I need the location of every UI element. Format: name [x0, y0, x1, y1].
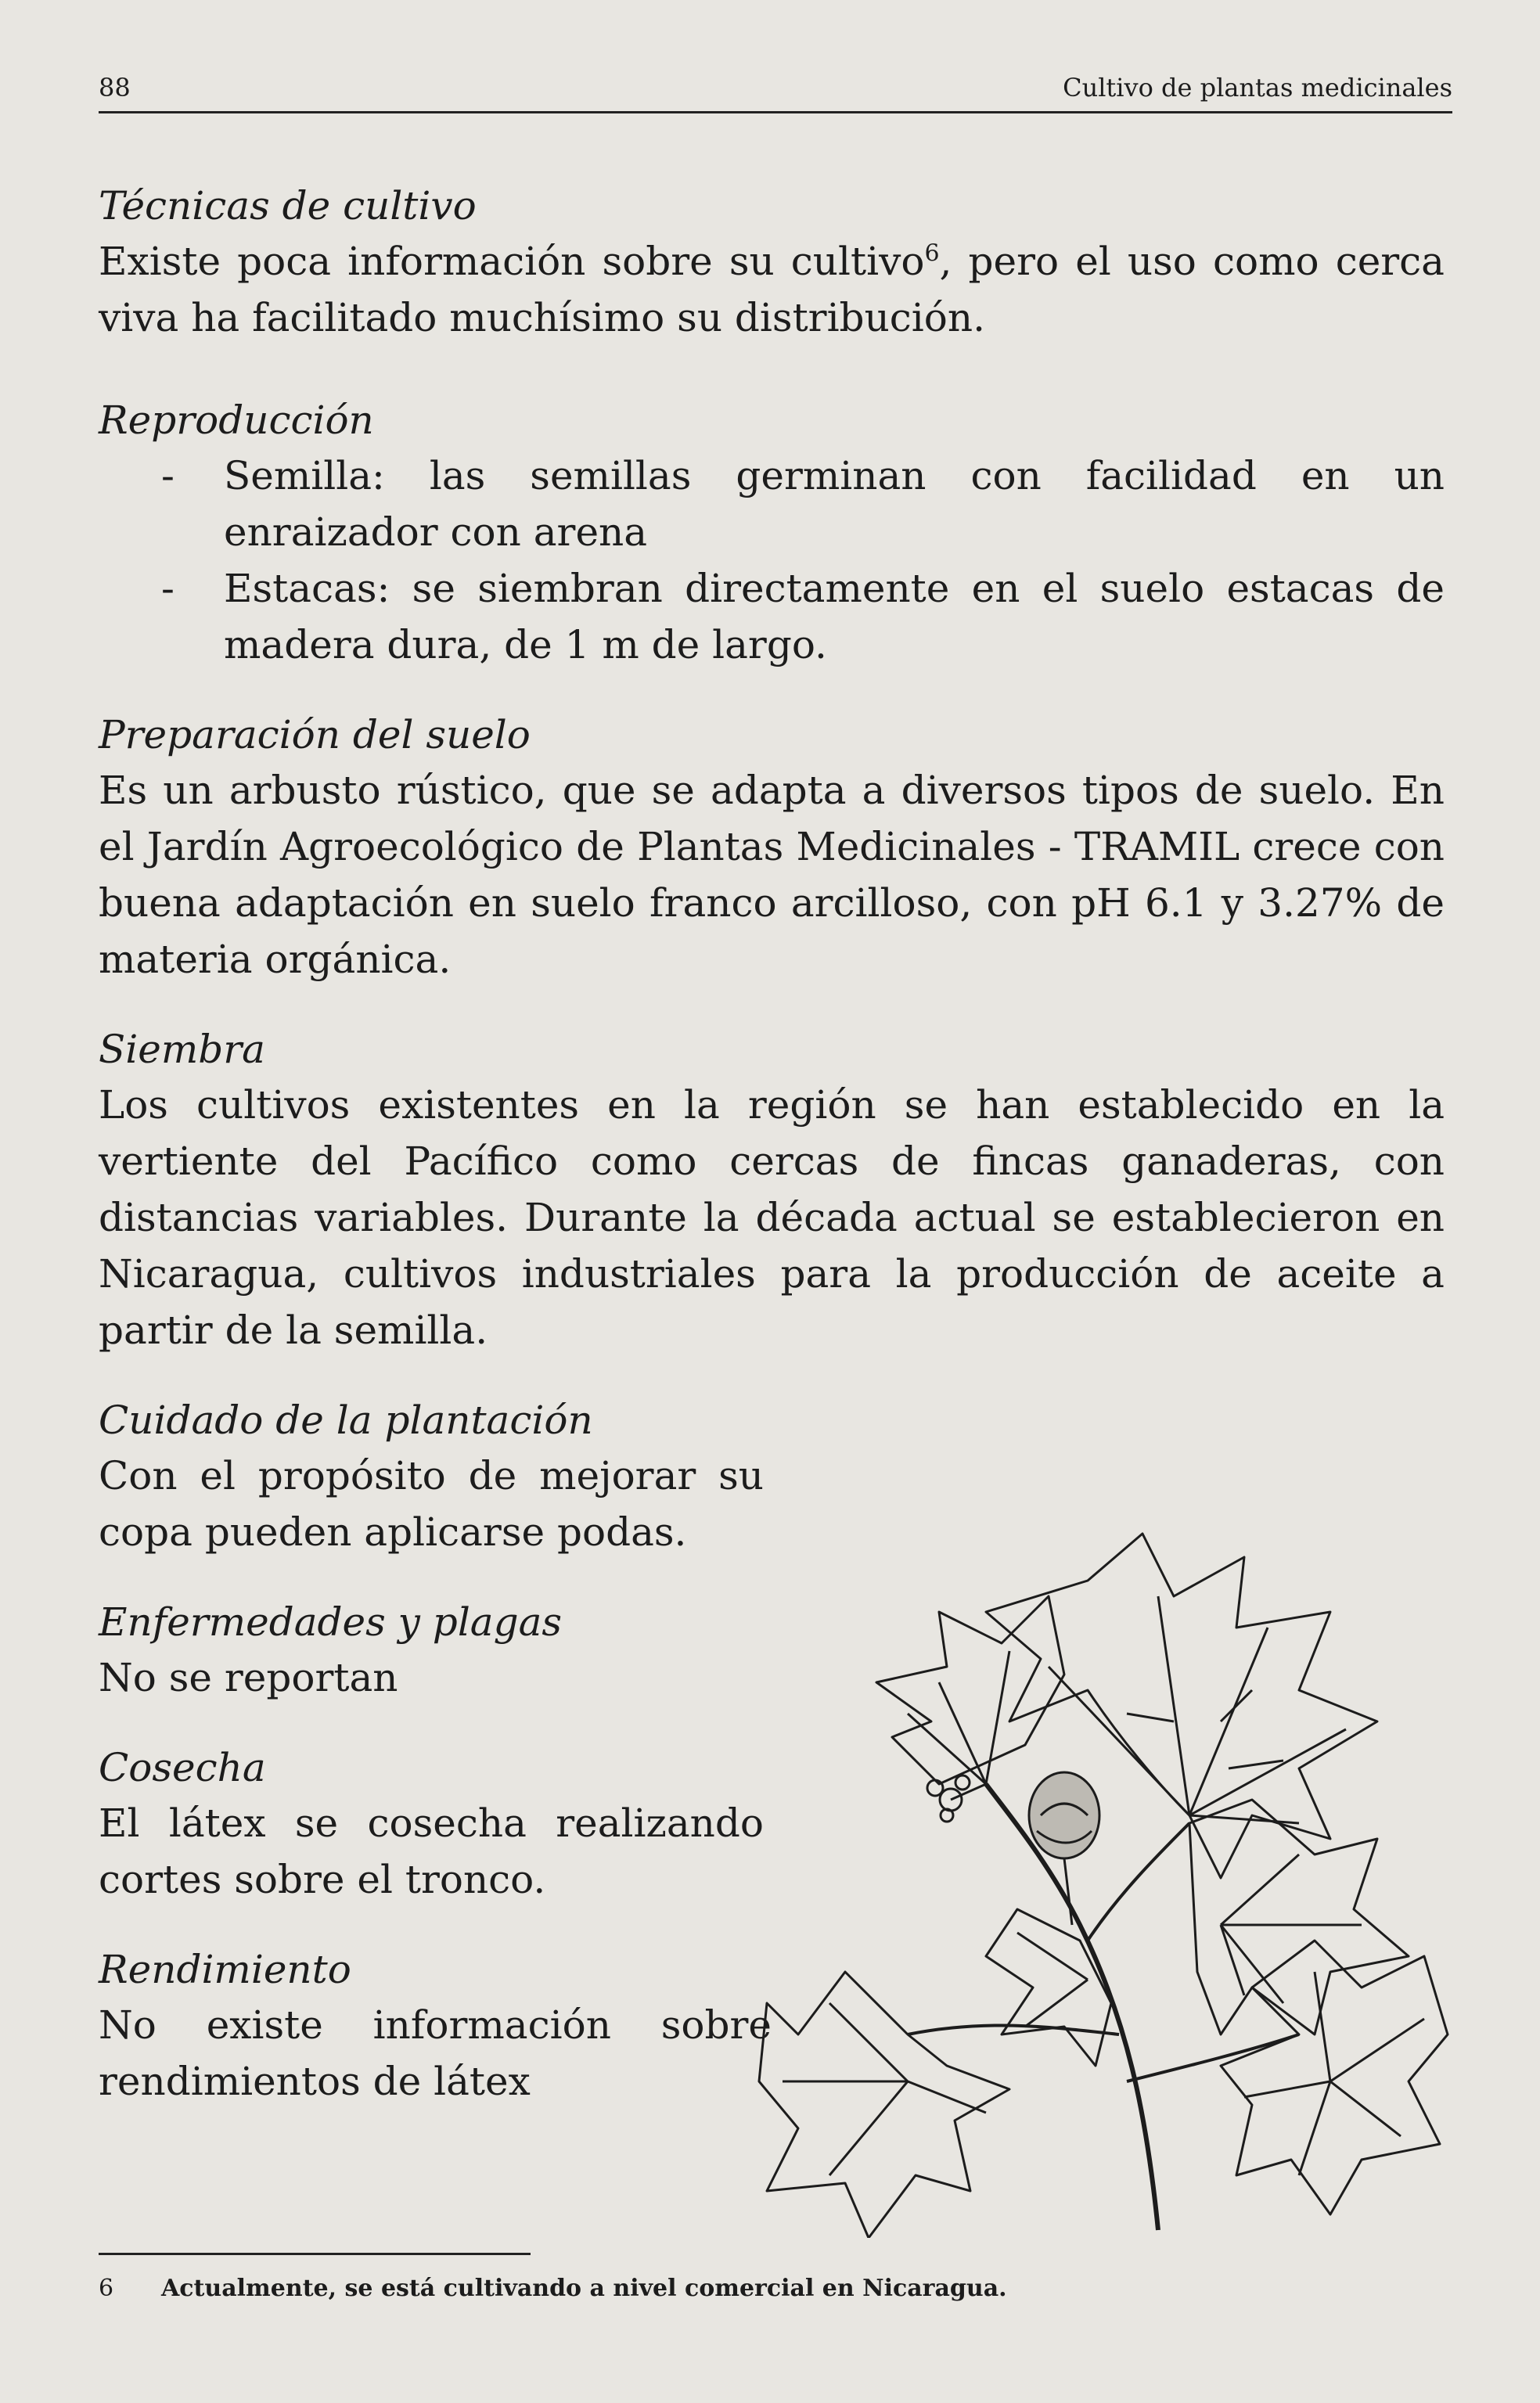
reproduction-list	[99, 448, 1445, 673]
page-header	[99, 67, 1452, 108]
paragraph-text: , pero el uso como cerca viva ha facilitado muchísimo su distribución.	[99, 239, 1445, 340]
section-heading: Cuidado de la plantación	[99, 1398, 593, 1443]
section-tecnicas	[99, 178, 1445, 346]
footnote-rule	[99, 2253, 531, 2255]
section-heading: Rendimiento	[99, 1947, 351, 1992]
section-paragraph: No se reportan	[99, 1655, 398, 1700]
section-paragraph: Con el propósito de mejorar su copa pueden aplicarse podas.	[99, 1453, 764, 1555]
section-heading: Siembra	[99, 1027, 265, 1072]
running-title: Cultivo de plantas medicinales	[1063, 73, 1452, 103]
section-paragraph	[99, 233, 1445, 346]
list-item-text: Semilla: las semillas germinan con facilidad en un enraizador con arena	[224, 453, 1445, 555]
section-paragraph: Es un arbusto rústico, que se adapta a diversos tipos de suelo. En el Jardín Agroecológico de Plantas Medicinales - TRAMIL crece con buena adaptación en suelo franco arcilloso, con pH 6.1 y 3.27% de materia orgánica.	[99, 768, 1445, 982]
footnote	[99, 2273, 1007, 2304]
footnote-text: Actualmente, se está cultivando a nivel comercial en Nicaragua.	[161, 2275, 1007, 2302]
section-heading: Técnicas de cultivo	[99, 183, 477, 228]
section-paragraph: No existe información sobre rendimientos de látex	[99, 2002, 772, 2104]
section-heading: Cosecha	[99, 1745, 266, 1790]
list-item	[99, 560, 1445, 673]
list-item	[99, 448, 1445, 560]
section-heading: Preparación del suelo	[99, 712, 531, 757]
list-dash: -	[161, 566, 175, 611]
footnote-reference: 6	[924, 239, 940, 268]
list-item-text: Estacas: se siembran directamente en el suelo estacas de madera dura, de 1 m de largo.	[224, 566, 1445, 667]
footnote-mark: 6	[99, 2275, 114, 2302]
section-heading: Reproducción	[99, 398, 374, 443]
list-dash: -	[161, 453, 175, 498]
section-paragraph: Los cultivos existentes en la región se han establecido en la vertiente del Pacífico como cercas de fincas ganaderas, con distancias variables. Durante la década actual se establecieron en Nicaragua, cultivos industriales para la producción de aceite a partir de la semilla.	[99, 1082, 1445, 1353]
section-reproduccion	[99, 393, 1445, 673]
page-number: 88	[99, 73, 131, 103]
section-siembra	[99, 1022, 1445, 1358]
section-heading: Enfermedades y plagas	[99, 1599, 563, 1645]
plant-illustration-icon	[751, 1487, 1455, 2238]
paragraph-text: Existe poca información sobre su cultivo	[99, 239, 925, 284]
section-paragraph: El látex se cosecha realizando cortes sobre el tronco.	[99, 1800, 764, 1902]
section-preparacion	[99, 707, 1445, 987]
header-rule	[99, 111, 1452, 113]
